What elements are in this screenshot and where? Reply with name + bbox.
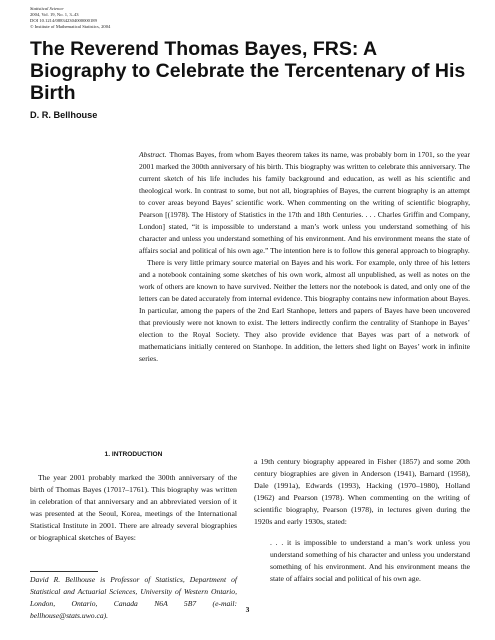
left-column: [30, 472, 237, 544]
abstract-text: Thomas Bayes, from whom Bayes theorem takes its name, was probably born in 1701, so the year 2001 marked the 300th anniversary of his birth. This biography was written to celebrate this anniversary. The current sketch of his life includes his family background and education, as well as his scientific and theological work. In contrast to some, but not all, biographies of Bayes, the current biography is an attempt to cover areas beyond Bayes’ scientific work. When commenting on the writing of scientific biography, Pearson [(1978). The History of Statistics in the 17th and 18th Centuries. . . . Charles Griffin and Company, London] stated, “it is impossible to understand a man’s work unless you understand something of his character and unless you understand something of his environment. And his environment means the state of affairs social and political of his own age.” The intention here is to follow this general approach to biography.: [139, 150, 470, 255]
right-column: [254, 456, 470, 585]
abstract-label: Abstract.: [139, 150, 167, 159]
paper-title: The Reverend Thomas Bayes, FRS: A Biography to Celebrate the Tercentenary of His Birth: [30, 38, 466, 104]
journal-name: Statistical Science: [30, 6, 64, 11]
page-number: 3: [245, 605, 250, 614]
footnote-divider: [30, 571, 98, 572]
doi: DOI 10.1214/088342304000000189: [30, 18, 97, 24]
author-footnote: David R. Bellhouse is Professor of Statistics, Department of Statistical and Actuarial Sciences, University of Western Ontario, London, Ontario, Canada N6A 5B7 (e-mail: bellhouse@stats.uwo.ca).: [30, 575, 237, 620]
journal-header: [30, 6, 110, 30]
volume-info: 2004, Vol. 19, No. 1, 3–43: [30, 12, 79, 18]
section-heading: 1. INTRODUCTION: [104, 451, 163, 458]
block-quote: . . . it is impossible to understand a man’s work unless you understand something of his character and unless you understand something of his environment. And his environment means the state of affairs social and political of his own age.: [270, 538, 470, 583]
abstract-paragraph: There is very little primary source material on Bayes and his work. For example, only three of his letters and a notebook containing some sketches of his own work, almost all unpublished, as well as notes on the work of others are known to have survived. Neither the letters nor the notebook is dated, and only one of the letters can be dated accurately from internal evidence. This biography contains new information about Bayes. In particular, among the papers of the 2nd Earl Stanhope, letters and papers of Bayes have been uncovered that previously were not known to exist. The letters indirectly confirm the centrality of Stanhope in Bayes’ election to the Royal Society. They also provide evidence that Bayes was part of a network of mathematicians initially centered on Stanhope. In addition, the letters shed light on Bayes’ work in infinite series.: [139, 258, 470, 363]
author: D. R. Bellhouse: [30, 110, 98, 120]
body-paragraph: a 19th century biography appeared in Fisher (1857) and some 20th century biographies are given in Anderson (1941), Barnard (1958), Dale (1991a), Edwards (1993), Hacking (1970–1980), Holland (1962) and Pearson (1978). When commenting on the writing of scientific biography, Pearson (1978), in lectures given during the 1920s and early 1930s, stated:: [254, 457, 470, 526]
abstract-paragraph: [139, 149, 470, 257]
copyright: © Institute of Mathematical Statistics, 2004: [30, 24, 111, 30]
body-paragraph: The year 2001 probably marked the 300th anniversary of the birth of Thomas Bayes (1701?–1761). This biography was written in celebration of that anniversary and an abbreviated version of it was presented at the Seoul, Korea, meetings of the International Statistical Institute in 2001. There are already several biographies or biographical sketches of Bayes:: [30, 473, 237, 542]
abstract: [139, 149, 470, 365]
